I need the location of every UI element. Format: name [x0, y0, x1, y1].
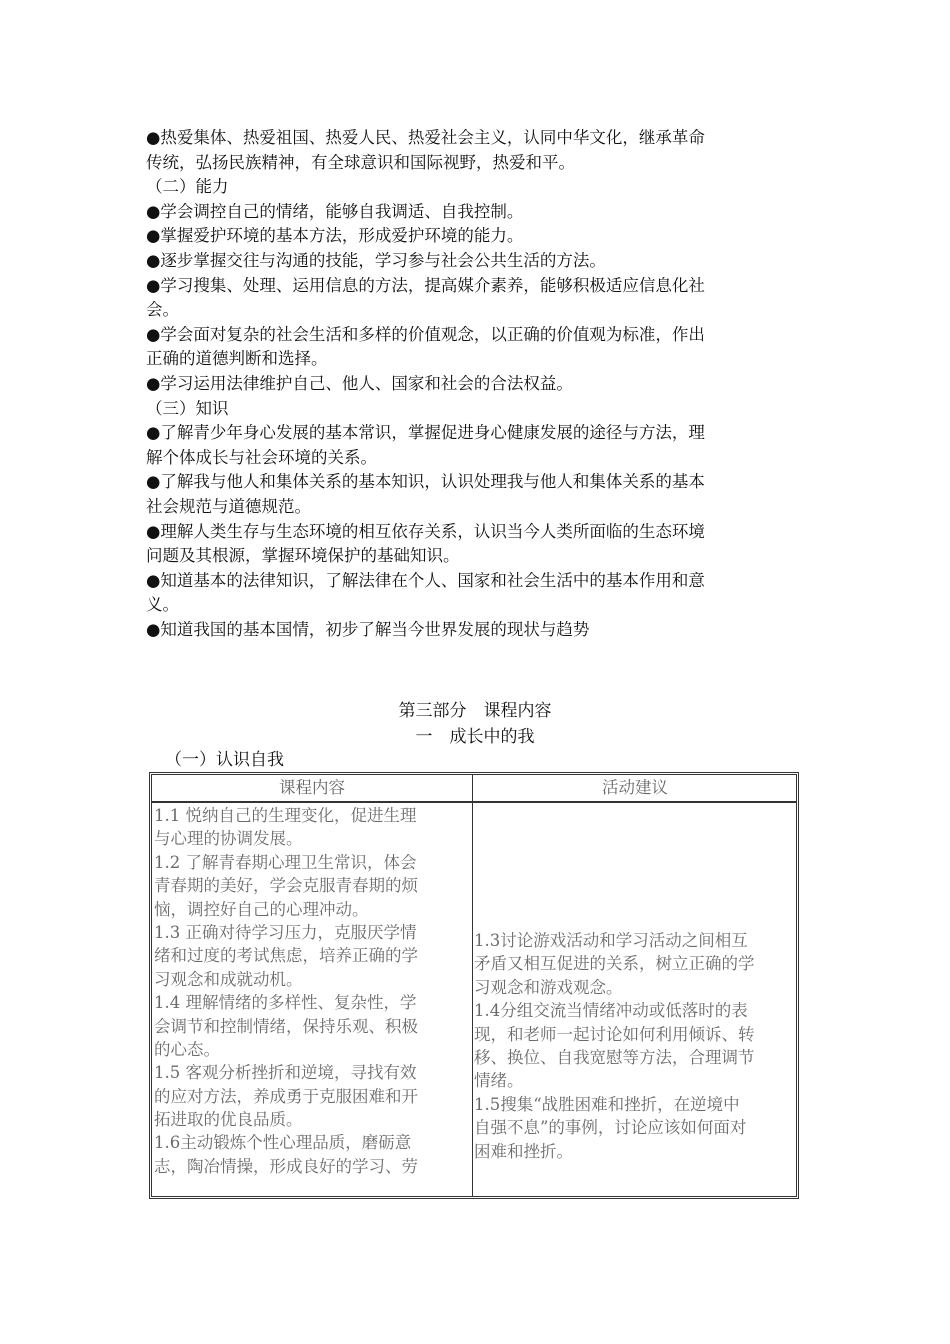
- cell-line: 1.5搜集“战胜困难和挫折，在逆境中: [474, 1094, 740, 1114]
- unit-title: 一 成长中的我: [415, 727, 535, 747]
- text-line: 社会规范与道德规范。: [146, 496, 311, 516]
- cell-line: 与心理的协调发展。: [154, 829, 303, 849]
- cell-line: 1.4分组交流当情绪冲动或低落时的表: [474, 1001, 748, 1021]
- text-line: 义。: [146, 595, 179, 615]
- text-line: ●学会调控自己的情绪，能够自我调适、自我控制。: [146, 201, 524, 221]
- text-line: 问题及其根源，掌握环境保护的基础知识。: [146, 546, 460, 566]
- section-heading-ability: （二）能力: [146, 177, 229, 197]
- text-line: ●学习运用法律维护自己、他人、国家和社会的合法权益。: [146, 373, 573, 393]
- cell-line: 1.6主动锻炼个性心理品质，磨砺意: [154, 1133, 412, 1153]
- column-divider: [472, 775, 473, 1196]
- cell-line: 1.2 了解青春期心理卫生常识，体会: [154, 852, 417, 872]
- text-line: ●逐步掌握交往与沟通的技能，学习参与社会公共生活的方法。: [146, 250, 606, 270]
- text-line: ●知道我国的基本国情，初步了解当今世界发展的现状与趋势: [146, 619, 590, 639]
- text-line: ●学会面对复杂的社会生活和多样的价值观念，以正确的价值观为标准，作出: [146, 324, 705, 344]
- cell-line: 1.3讨论游戏活动和学习活动之间相互: [474, 931, 748, 950]
- course-content-cell: [154, 804, 470, 1178]
- cell-line: 拓进取的优良品质。: [154, 1110, 303, 1130]
- cell-line: 绪和过度的考试焦虑，培养正确的学: [154, 946, 418, 966]
- cell-line: 志，陶冶情操，形成良好的学习、劳: [154, 1156, 418, 1176]
- header-activity-suggestions: 活动建议: [602, 778, 668, 797]
- table-header-row: [152, 775, 796, 803]
- section-heading-knowledge: （三）知识: [146, 398, 229, 418]
- cell-line: 会调节和控制情绪，保持乐观、积极: [154, 1016, 418, 1036]
- text-line: ●知道基本的法律知识，了解法律在个人、国家和社会生活中的基本作用和意: [146, 570, 705, 590]
- curriculum-table: [149, 772, 799, 1199]
- cell-line: 1.4 理解情绪的多样性、复杂性，学: [154, 993, 417, 1013]
- cell-line: 习观念和游戏观念。: [474, 977, 623, 997]
- cell-line: 1.3 正确对待学习压力，克服厌学情: [154, 922, 417, 942]
- text-line: 传统，弘扬民族精神，有全球意识和国际视野，热爱和平。: [146, 152, 575, 172]
- text-line: ●了解青少年身心发展的基本常识，掌握促进身心健康发展的途径与方法，理: [146, 423, 705, 443]
- part-titles: [0, 698, 950, 750]
- cell-line: 矛盾又相互促进的关系，树立正确的学: [474, 954, 755, 974]
- objectives-text: [146, 126, 806, 642]
- header-course-content: 课程内容: [279, 778, 345, 797]
- cell-line: 恼，调控好自己的心理冲动。: [154, 899, 369, 919]
- cell-line: 青春期的美好，学会克服青春期的烦: [154, 876, 418, 896]
- cell-line: 1.1 悦纳自己的生理变化，促进生理: [154, 806, 417, 825]
- cell-line: 的应对方法，养成勇于克服困难和开: [154, 1086, 418, 1106]
- text-line: 解个体成长与社会环境的关系。: [146, 447, 377, 467]
- cell-line: 1.5 客观分析挫折和逆境，寻找有效: [154, 1063, 417, 1083]
- cell-line: 现，和老师一起讨论如何利用倾诉、转: [474, 1024, 755, 1044]
- text-line: ●了解我与他人和集体关系的基本知识，认识处理我与他人和集体关系的基本: [146, 472, 705, 492]
- text-line: 正确的道德判断和选择。: [146, 349, 328, 369]
- cell-line: 的心态。: [154, 1039, 220, 1059]
- cell-line: 习观念和成就动机。: [154, 969, 303, 989]
- text-line: ●理解人类生存与生态环境的相互依存关系，认识当今人类所面临的生态环境: [146, 521, 705, 541]
- text-line: ●学习搜集、处理、运用信息的方法，提高媒介素养，能够积极适应信息化社: [146, 275, 705, 295]
- cell-line: 自强不息”的事例，讨论应该如何面对: [474, 1118, 747, 1138]
- cell-line: 情绪。: [474, 1071, 524, 1091]
- text-line: 会。: [146, 300, 179, 320]
- cell-line: 困难和挫折。: [474, 1141, 573, 1161]
- text-line: ●掌握爱护环境的基本方法，形成爱护环境的能力。: [146, 226, 524, 246]
- cell-line: 移、换位、自我宽慰等方法，合理调节: [474, 1047, 755, 1067]
- text-line: ●热爱集体、热爱祖国、热爱人民、热爱社会主义，认同中华文化，继承革命: [146, 128, 705, 147]
- activity-suggestions-cell: [474, 929, 796, 1163]
- section-title: （一）认识自我: [165, 750, 284, 770]
- part-title: 第三部分 课程内容: [398, 701, 552, 721]
